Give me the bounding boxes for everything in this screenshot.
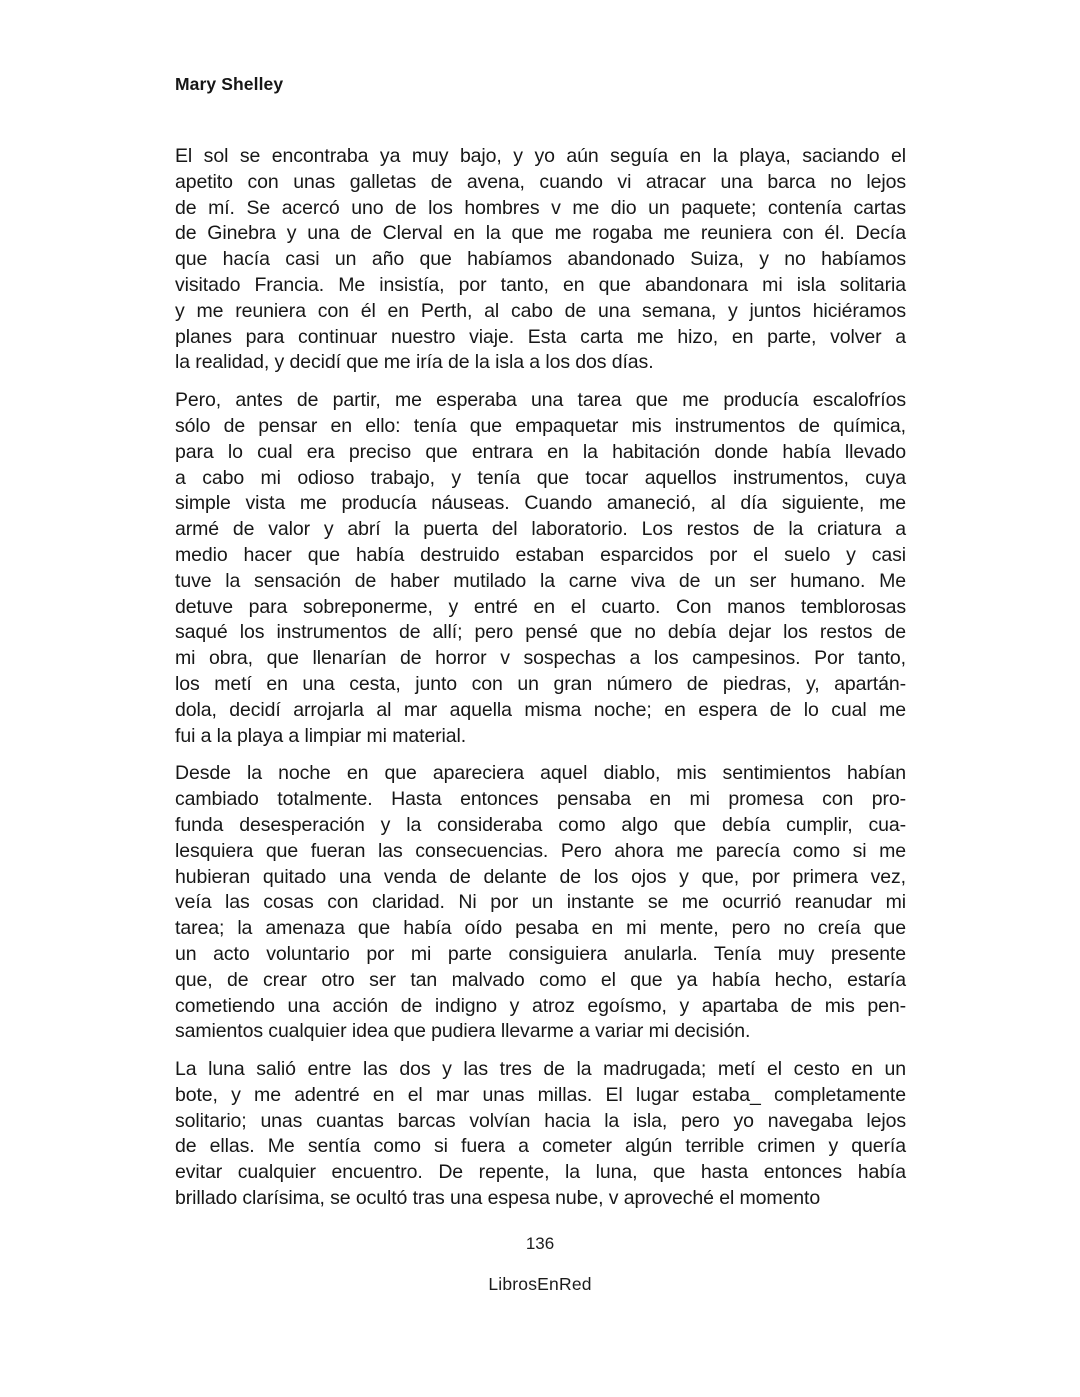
text-line: tuve la sensación de haber mutilado la carne viva de un ser humano. Me	[175, 569, 906, 592]
publisher-name: LibrosEnRed	[488, 1274, 592, 1294]
text-line: funda desesperación y la consideraba como algo que debía cumplir, cua-	[175, 813, 906, 836]
text-line: dola, decidí arrojarla al mar aquella misma noche; en espera de lo cual me	[175, 698, 906, 721]
text-line: La luna salió entre las dos y las tres de la madrugada; metí el cesto en un	[175, 1058, 906, 1081]
text-line: que, de crear otro ser tan malvado como el que ya había hecho, estaría	[175, 968, 906, 991]
paragraph	[175, 144, 906, 376]
text-line: saqué los instrumentos de allí; pero pensé que no debía dejar los restos de	[175, 621, 906, 644]
text-line: bote, y me adentré en el mar unas millas. El lugar estaba_ completamente	[175, 1083, 906, 1106]
text-line: cambiado totalmente. Hasta entonces pensaba en mi promesa con pro-	[175, 788, 906, 811]
text-line: que hacía casi un año que habíamos abandonado Suiza, y no habíamos	[175, 248, 906, 271]
paragraph	[175, 388, 906, 749]
text-line: El sol se encontraba ya muy bajo, y yo aún seguía en la playa, saciando el	[175, 145, 906, 167]
text-line: medio hacer que había destruido estaban esparcidos por el suelo y casi	[175, 543, 906, 566]
text-line: los metí en una cesta, junto con un gran número de piedras, y, apartán-	[175, 672, 906, 695]
text-line: y me reuniera con él en Perth, al cabo de una semana, y juntos hiciéramos	[175, 299, 906, 322]
text-line: fui a la playa a limpiar mi material.	[175, 724, 467, 747]
text-line: de mí. Se acercó uno de los hombres v me dio un paquete; contenía cartas	[175, 196, 906, 219]
text-line: sólo de pensar en ello: tenía que empaquetar mis instrumentos de química,	[175, 414, 906, 437]
text-line: para lo cual era preciso que entrara en la habitación donde había llevado	[175, 440, 906, 463]
text-line: Pero, antes de partir, me esperaba una tarea que me producía escalofríos	[175, 389, 906, 412]
text-line: mi obra, que llenarían de horror v sospechas a los campesinos. Por tanto,	[175, 647, 906, 670]
text-line: brillado clarísima, se ocultó tras una espesa nube, v aproveché el momento	[175, 1187, 821, 1210]
text-line: hubieran quitado una venda de delante de los ojos y que, por primera vez,	[175, 865, 906, 888]
text-line: de Ginebra y una de Clerval en la que me rogaba me reuniera con él. Decía	[175, 222, 906, 245]
text-line: lesquiera que fueran las consecuencias. Pero ahora me parecía como si me	[175, 839, 906, 862]
paragraph	[175, 1057, 906, 1212]
text-line: cometiendo una acción de indigno y atroz egoísmo, y apartaba de mis pen-	[175, 994, 906, 1017]
text-line: detuve para sobreponerme, y entré en el cuarto. Con manos temblorosas	[175, 595, 906, 618]
text-line: de ellas. Me sentía como si fuera a cometer algún terrible crimen y quería	[175, 1135, 906, 1158]
paragraph	[175, 761, 906, 1045]
body-text	[175, 144, 906, 1212]
text-line: tarea; la amenaza que había oído pesaba en mi mente, pero no creía que	[175, 917, 906, 940]
text-line: simple vista me producía náuseas. Cuando amaneció, al día siguiente, me	[175, 492, 906, 515]
page-number: 136	[525, 1234, 555, 1253]
text-line: la realidad, y decidí que me iría de la isla a los dos días.	[175, 351, 654, 374]
text-line: apetito con unas galletas de avena, cuando vi atracar una barca no lejos	[175, 170, 906, 193]
text-line: evitar cualquier encuentro. De repente, la luna, que hasta entonces había	[175, 1161, 906, 1184]
text-line: un acto voluntario por mi parte consiguiera anularla. Tenía muy presente	[175, 942, 906, 965]
text-line: veía las cosas con claridad. Ni por un instante se me ocurrió reanudar mi	[175, 891, 906, 914]
text-line: armé de valor y abrí la puerta del laboratorio. Los restos de la criatura a	[175, 518, 906, 541]
text-line: Desde la noche en que apareciera aquel diablo, mis sentimientos habían	[175, 762, 906, 785]
text-line: planes para continuar nuestro viaje. Esta carta me hizo, en parte, volver a	[175, 325, 906, 348]
text-line: samientos cualquier idea que pudiera llevarme a variar mi decisión.	[175, 1020, 751, 1043]
text-line: visitado Francia. Me insistía, por tanto, en que abandonara mi isla solitaria	[175, 273, 906, 296]
running-header-author: Mary Shelley	[175, 74, 284, 94]
text-line: a cabo mi odioso trabajo, y tenía que tocar aquellos instrumentos, cuya	[175, 466, 906, 489]
text-line: solitario; unas cuantas barcas volvían hacia la isla, pero yo navegaba lejos	[175, 1109, 906, 1132]
